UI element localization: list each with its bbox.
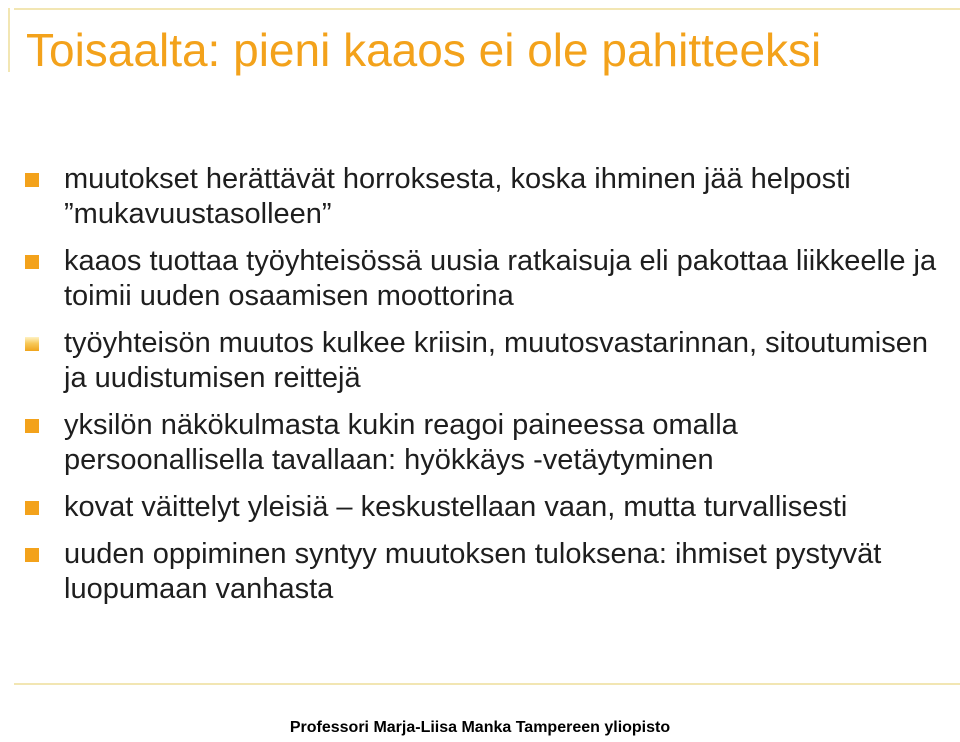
bullet-list (24, 162, 944, 619)
bullet-item (24, 490, 944, 525)
top-rule (14, 8, 960, 10)
bullet-text: kaaos tuottaa työyhteisössä uusia ratkaisuja eli pakottaa liikkeelle ja toimii uuden osaamisen moottorina (64, 245, 937, 312)
bullet-text: yksilön näkökulmasta kukin reagoi paineessa omalla persoonallisella tavallaan: hyökkäys -vetäytyminen (64, 409, 738, 476)
bullet-text: uuden oppiminen syntyy muutoksen tuloksena: ihmiset pystyvät luopumaan vanhasta (64, 538, 882, 605)
bullet-item (24, 162, 944, 232)
square-bullet-icon (25, 548, 39, 562)
bullet-item (24, 537, 944, 607)
square-bullet-icon (25, 173, 39, 187)
bullet-item (24, 244, 944, 314)
footer-credit: Professori Marja-Liisa Manka Tampereen yliopisto (289, 719, 671, 736)
bullet-item (24, 326, 944, 396)
bullet-text: työyhteisön muutos kulkee kriisin, muutosvastarinnan, sitoutumisen ja uudistumisen reittejä (64, 327, 928, 394)
square-bullet-icon (25, 419, 39, 433)
square-bullet-icon (25, 501, 39, 515)
slide-title: Toisaalta: pieni kaaos ei ole pahitteeksi (26, 24, 822, 76)
square-bullet-icon (25, 337, 39, 351)
bullet-text: muutokset herättävät horroksesta, koska ihminen jää helposti ”mukavuustasolleen” (64, 163, 851, 230)
bullet-item (24, 408, 944, 478)
square-bullet-icon (25, 255, 39, 269)
left-rule (8, 8, 10, 72)
bottom-rule (14, 683, 960, 685)
bullet-text: kovat väittelyt yleisiä – keskustellaan vaan, mutta turvallisesti (64, 491, 848, 523)
